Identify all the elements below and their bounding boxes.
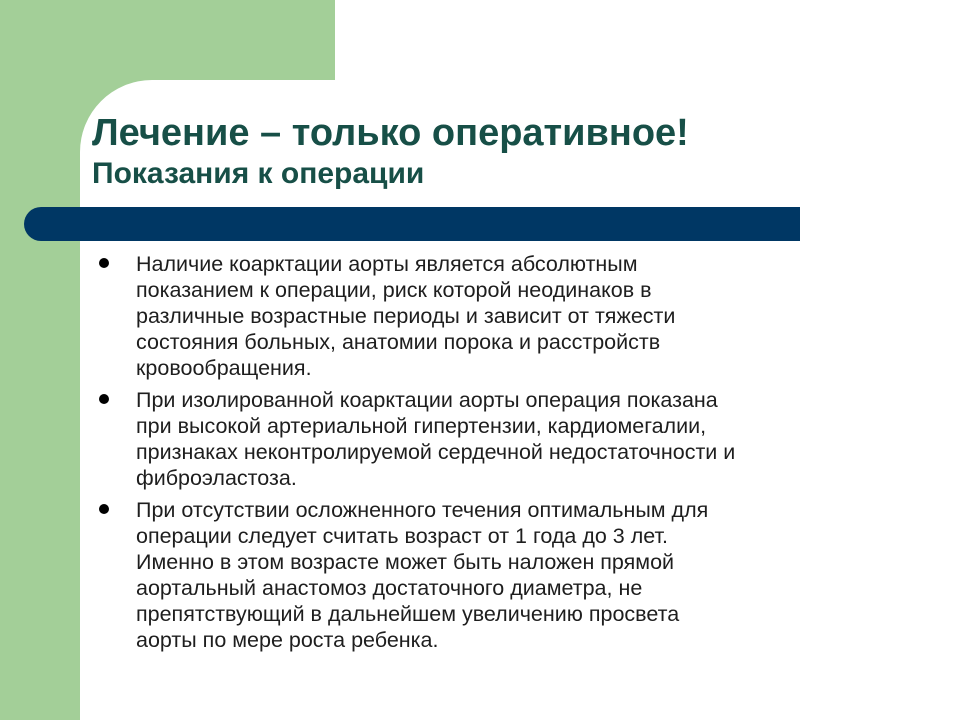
bullet-line: различные возрастные периоды и зависит от тяжести: [136, 304, 676, 328]
bullet-line: при высокой артериальной гипертензии, кардиомегалии,: [136, 414, 707, 438]
bullet-dot-icon: [99, 258, 109, 268]
bullet-line: операции следует считать возраст от 1 года до 3 лет.: [136, 524, 668, 548]
bullet-line: признаках неконтролируемой сердечной недостаточности и: [136, 440, 736, 464]
slide-title: Лечение – только оперативное!: [92, 112, 689, 154]
bullet-line: При изолированной коарктации аорты операция показана: [136, 388, 718, 412]
title-divider-bar: [24, 207, 800, 241]
bullet-item: [96, 497, 896, 653]
title-block: [92, 110, 892, 192]
bullet-line: Именно в этом возрасте может быть наложен прямой: [136, 550, 675, 574]
bullet-line: фиброэластоза.: [136, 466, 297, 490]
slide-subtitle: Показания к операции: [92, 157, 425, 190]
bullet-line: аортальный анастомоз достаточного диаметра, не: [136, 576, 643, 600]
bullet-list: [96, 251, 896, 659]
bullet-line: состояния больных, анатомии порока и расстройств: [136, 330, 661, 354]
bullet-line: кровообращения.: [136, 356, 312, 380]
bullet-dot-icon: [99, 504, 109, 514]
bullet-line: Наличие коарктации аорты является абсолютным: [136, 252, 638, 276]
bullet-line: аорты по мере роста ребенка.: [136, 628, 439, 652]
bullet-line: При отсутствии осложненного течения оптимальным для: [136, 498, 709, 522]
bullet-dot-icon: [99, 394, 109, 404]
bullet-item: [96, 387, 896, 491]
bullet-line: препятствующий в дальнейшем увеличению просвета: [136, 602, 680, 626]
bullet-item: [96, 251, 896, 381]
bullet-line: показанием к операции, риск которой неодинаков в: [136, 278, 652, 302]
